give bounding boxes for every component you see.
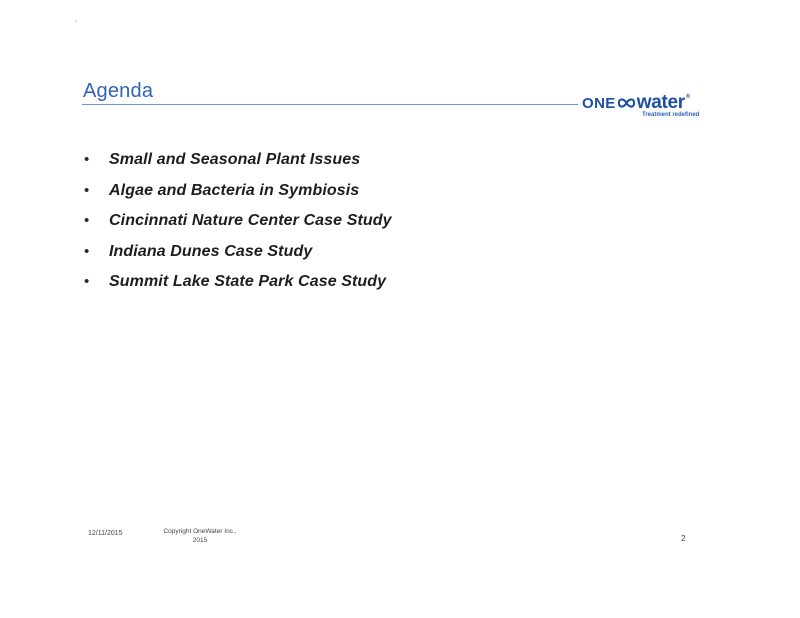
bullet-icon: • xyxy=(84,151,90,168)
agenda-item-text: Small and Seasonal Plant Issues xyxy=(109,151,361,168)
infinity-swirl-icon xyxy=(617,97,636,109)
scan-speck xyxy=(76,20,77,22)
agenda-item-text: Cincinnati Nature Center Case Study xyxy=(109,212,392,229)
page-number: 2 xyxy=(681,534,686,543)
copyright-line-2: 2015 xyxy=(192,537,208,544)
onewater-logo xyxy=(582,93,712,123)
logo-registered-mark: ® xyxy=(685,94,691,100)
footer-date: 12/11/2015 xyxy=(88,530,123,537)
agenda-item-text: Summit Lake State Park Case Study xyxy=(109,273,387,290)
slide-title: Agenda xyxy=(83,80,154,102)
bullet-icon: • xyxy=(84,242,90,260)
bullet-icon: • xyxy=(84,212,90,229)
agenda-item-text: Algae and Bacteria in Symbiosis xyxy=(109,181,360,199)
bullet-icon: • xyxy=(84,181,90,199)
logo-tagline: Treatment redefined xyxy=(642,112,700,118)
logo-water-text: water xyxy=(636,92,685,113)
agenda-item-text: Indiana Dunes Case Study xyxy=(109,242,313,260)
title-underline xyxy=(82,104,578,105)
footer-copyright xyxy=(140,527,260,545)
logo-one-text: ONE xyxy=(582,95,616,112)
logo-wordmark xyxy=(582,93,690,112)
copyright-line-1: Copyright OneWater Inc., xyxy=(163,528,237,535)
bullet-icon: • xyxy=(84,273,90,290)
